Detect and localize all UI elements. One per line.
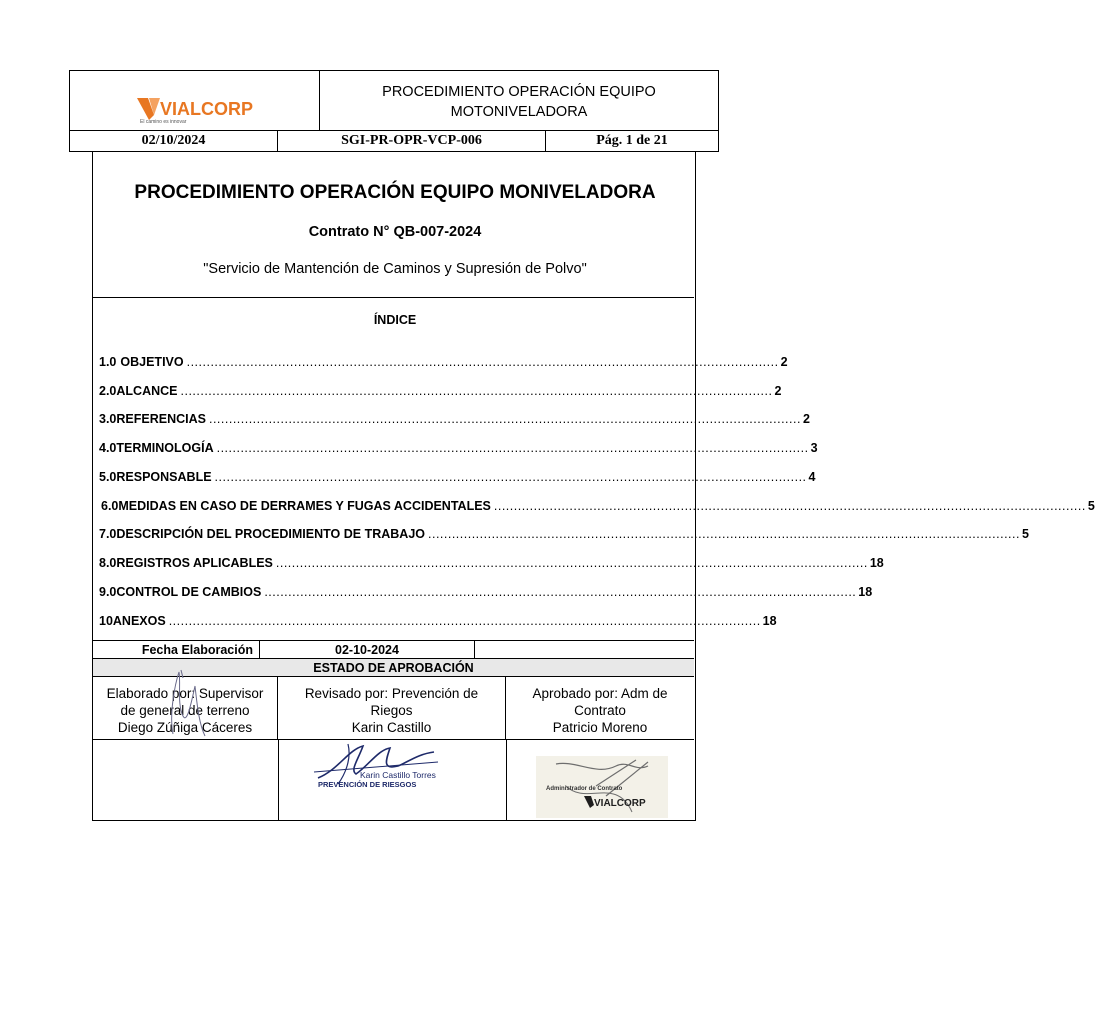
service-name: "Servicio de Mantención de Caminos y Supresión de Polvo" <box>203 261 587 277</box>
toc-leader: ..................................................................................................................................................... <box>186 355 779 369</box>
toc-item[interactable]: 4.0 TERMINOLOGÍA ..................................................................................................................................................... 3 <box>99 441 818 455</box>
header-date: 02/10/2024 <box>70 131 278 151</box>
toc-item[interactable]: 10 ANEXOS ..................................................................................................................................................... 18 <box>99 614 777 628</box>
toc-item[interactable]: 9.0 CONTROL DE CAMBIOS ..................................................................................................................................................... 18 <box>99 585 873 599</box>
toc-leader: ..................................................................................................................................................... <box>275 556 868 570</box>
signature-aprobado <box>536 756 668 818</box>
toc-item[interactable]: 7.0 DESCRIPCIÓN DEL PROCEDIMIENTO DE TRABAJO ..................................................................................................................................................... 5 <box>99 527 1029 541</box>
signature-col-divider <box>506 739 507 820</box>
fecha-value: 02-10-2024 <box>260 641 475 659</box>
header-page: Pág. 1 de 21 <box>596 133 668 148</box>
elaborado-cell: Elaborado por: Supervisor de general de terreno Diego Zúñiga Cáceres <box>93 677 278 739</box>
toc-leader: ..................................................................................................................................................... <box>180 384 773 398</box>
fecha-label: Fecha Elaboración <box>93 641 260 659</box>
header-title <box>320 71 718 130</box>
toc-leader: ..................................................................................................................................................... <box>214 470 807 484</box>
header-title-line2: MOTONIVELADORA <box>450 103 588 120</box>
aprobado-cell: Aprobado por: Adm de Contrato Patricio Moreno <box>532 686 668 735</box>
signature-elaborado <box>161 664 221 744</box>
contract-number: Contrato N° QB-007-2024 <box>308 224 482 240</box>
signature-col-divider <box>278 739 279 820</box>
fecha-row <box>93 640 694 658</box>
svg-text:VIALCORP: VIALCORP <box>594 798 646 809</box>
toc-item[interactable]: 1.0 OBJETIVO ..................................................................................................................................................... 2 <box>99 355 788 369</box>
toc-item[interactable]: 2.0 ALCANCE ..................................................................................................................................................... 2 <box>99 384 782 398</box>
header-title-line1: PROCEDIMIENTO OPERACIÓN EQUIPO <box>382 83 656 100</box>
vialcorp-logo <box>70 71 320 130</box>
revisado-cell: Revisado por: Prevención de Riegos Karin Castillo <box>278 677 506 739</box>
svg-text:Karin Castillo Torres: Karin Castillo Torres <box>360 770 436 780</box>
toc-item[interactable]: 6.0 MEDIDAS EN CASO DE DERRAMES Y FUGAS ACCIDENTALES ..................................................................................................................................................... 5 <box>101 499 1095 513</box>
header-info-row <box>70 130 718 151</box>
logo-cell <box>70 71 320 130</box>
document-title: PROCEDIMIENTO OPERACIÓN EQUIPO MONIVELADORA <box>134 182 656 203</box>
toc-item[interactable]: 5.0 RESPONSABLE ..................................................................................................................................................... 4 <box>99 470 816 484</box>
toc-item[interactable]: 8.0 REGISTROS APLICABLES ..................................................................................................................................................... 18 <box>99 556 884 570</box>
toc-leader: ..................................................................................................................................................... <box>428 527 1020 541</box>
divider <box>93 297 694 298</box>
header-code: SGI-PR-OPR-VCP-006 <box>278 131 546 151</box>
svg-text:El camino es innovar: El camino es innovar <box>140 119 187 125</box>
toc-leader: ..................................................................................................................................................... <box>493 499 1086 513</box>
toc-leader: ..................................................................................................................................................... <box>208 412 801 426</box>
svg-text:VIALCORP: VIALCORP <box>160 99 254 119</box>
approval-status-title: ESTADO DE APROBACIÓN <box>93 658 694 677</box>
index-title: ÍNDICE <box>373 313 417 327</box>
document-header <box>69 70 719 152</box>
toc-leader: ..................................................................................................................................................... <box>264 585 857 599</box>
toc-leader: ..................................................................................................................................................... <box>168 614 761 628</box>
toc-leader: ..................................................................................................................................................... <box>216 441 809 455</box>
cover-frame <box>92 151 1095 821</box>
signature-revisado <box>308 740 448 802</box>
toc-item[interactable]: 3.0 REFERENCIAS ..................................................................................................................................................... 2 <box>99 412 810 426</box>
svg-text:PREVENCIÓN DE RIESGOS: PREVENCIÓN DE RIESGOS <box>318 780 417 789</box>
svg-text:Administrador de Contrato: Administrador de Contrato <box>546 786 623 792</box>
